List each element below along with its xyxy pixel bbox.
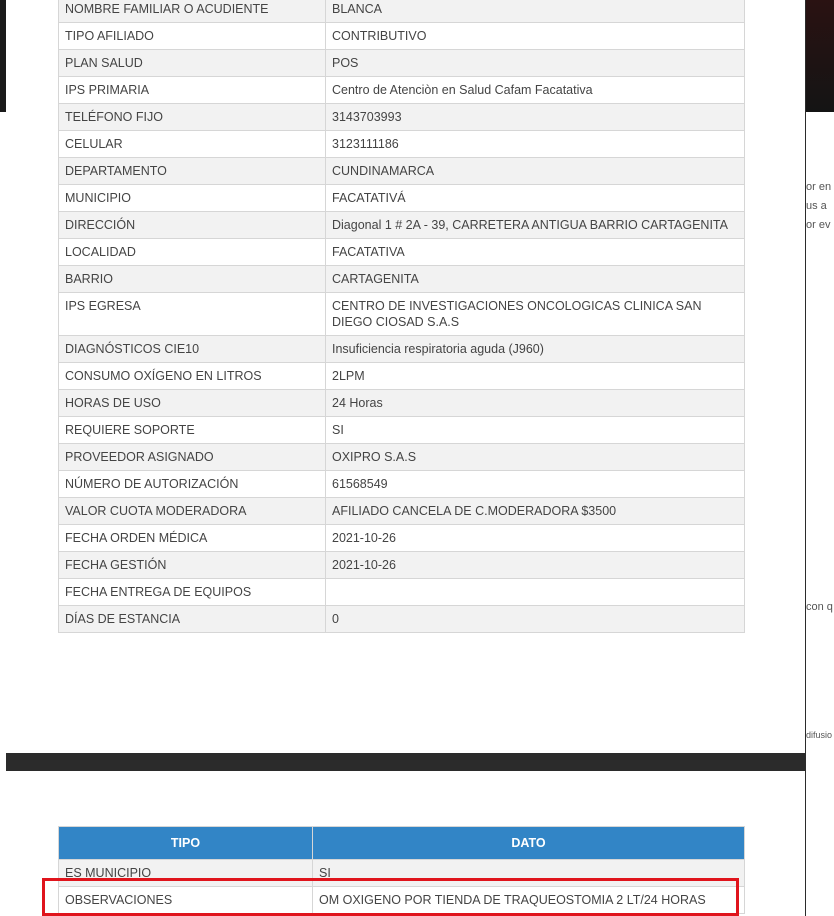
field-value: SI (326, 417, 745, 444)
field-label: ES MUNICIPIO (59, 860, 313, 887)
patient-details-table (58, 0, 745, 633)
field-label: HORAS DE USO (59, 390, 326, 417)
table-row (59, 0, 745, 23)
field-value: OM OXIGENO POR TIENDA DE TRAQUEOSTOMIA 2 LT/24 HORAS (313, 887, 745, 914)
table-header-row (59, 827, 745, 860)
field-label: NÚMERO DE AUTORIZACIÓN (59, 471, 326, 498)
field-value (326, 579, 745, 606)
field-label: CONSUMO OXÍGENO EN LITROS (59, 363, 326, 390)
table-row (59, 23, 745, 50)
field-value: 2021-10-26 (326, 552, 745, 579)
background-text-fragment: con q (806, 601, 833, 613)
field-label: NOMBRE FAMILIAR O ACUDIENTE (59, 0, 326, 23)
table-row (59, 336, 745, 363)
field-value: 3143703993 (326, 104, 745, 131)
table-row (59, 444, 745, 471)
field-value: POS (326, 50, 745, 77)
table-row (59, 212, 745, 239)
field-label: TIPO AFILIADO (59, 23, 326, 50)
column-header-tipo: TIPO (59, 827, 313, 860)
table-row (59, 579, 745, 606)
field-label: PLAN SALUD (59, 50, 326, 77)
field-label: IPS EGRESA (59, 293, 326, 336)
field-value: Centro de Atenciòn en Salud Cafam Facatativa (326, 77, 745, 104)
document-page-2 (6, 771, 805, 916)
table-row (59, 239, 745, 266)
background-text-fragment: or en (806, 181, 832, 193)
table-row (59, 471, 745, 498)
table-row (59, 293, 745, 336)
field-value: 2021-10-26 (326, 525, 745, 552)
table-row (59, 50, 745, 77)
field-label: FECHA ENTREGA DE EQUIPOS (59, 579, 326, 606)
field-label: PROVEEDOR ASIGNADO (59, 444, 326, 471)
field-value: CONTRIBUTIVO (326, 23, 745, 50)
field-label: VALOR CUOTA MODERADORA (59, 498, 326, 525)
field-value: Diagonal 1 # 2A - 39, CARRETERA ANTIGUA BARRIO CARTAGENITA (326, 212, 745, 239)
field-value: BLANCA (326, 0, 745, 23)
table-row (59, 77, 745, 104)
field-label: BARRIO (59, 266, 326, 293)
field-label: DIRECCIÓN (59, 212, 326, 239)
table-row (59, 417, 745, 444)
field-label: IPS PRIMARIA (59, 77, 326, 104)
field-label: DIAGNÓSTICOS CIE10 (59, 336, 326, 363)
field-value: OXIPRO S.A.S (326, 444, 745, 471)
background-right-strip (806, 0, 834, 916)
field-value: CARTAGENITA (326, 266, 745, 293)
field-label: REQUIERE SOPORTE (59, 417, 326, 444)
background-dark-band-right (806, 0, 834, 112)
table-row (59, 525, 745, 552)
field-label: MUNICIPIO (59, 185, 326, 212)
field-value: AFILIADO CANCELA DE C.MODERADORA $3500 (326, 498, 745, 525)
table-row (59, 185, 745, 212)
table-row (59, 552, 745, 579)
field-label: TELÉFONO FIJO (59, 104, 326, 131)
table-row (59, 390, 745, 417)
field-value: Insuficiencia respiratoria aguda (J960) (326, 336, 745, 363)
field-label: LOCALIDAD (59, 239, 326, 266)
table-row (59, 104, 745, 131)
observaciones-highlight-box (42, 878, 739, 916)
field-value: FACATATIVÁ (326, 185, 745, 212)
column-header-dato: DATO (313, 827, 745, 860)
field-label: CELULAR (59, 131, 326, 158)
field-value: 24 Horas (326, 390, 745, 417)
background-text-fragment: or ev (806, 219, 831, 231)
table-row (59, 266, 745, 293)
field-value: 61568549 (326, 471, 745, 498)
table-row (59, 158, 745, 185)
field-label: DÍAS DE ESTANCIA (59, 606, 326, 633)
field-value: 2LPM (326, 363, 745, 390)
table-row (59, 498, 745, 525)
document-page-1 (6, 0, 805, 753)
field-label: DEPARTAMENTO (59, 158, 326, 185)
field-value: CENTRO DE INVESTIGACIONES ONCOLOGICAS CLINICA SAN DIEGO CIOSAD S.A.S (326, 293, 745, 336)
field-value: 0 (326, 606, 745, 633)
table-row (59, 606, 745, 633)
field-value: CUNDINAMARCA (326, 158, 745, 185)
background-text-fragment: us a (806, 200, 827, 212)
table-row (59, 131, 745, 158)
field-label: OBSERVACIONES (59, 887, 313, 914)
field-value: SI (313, 860, 745, 887)
field-label: FECHA GESTIÓN (59, 552, 326, 579)
field-value: FACATATIVA (326, 239, 745, 266)
field-value: 3123111186 (326, 131, 745, 158)
patient-details-table-body (59, 0, 745, 633)
background-text-fragment: difusio (806, 730, 833, 740)
field-label: FECHA ORDEN MÉDICA (59, 525, 326, 552)
table-row (59, 363, 745, 390)
